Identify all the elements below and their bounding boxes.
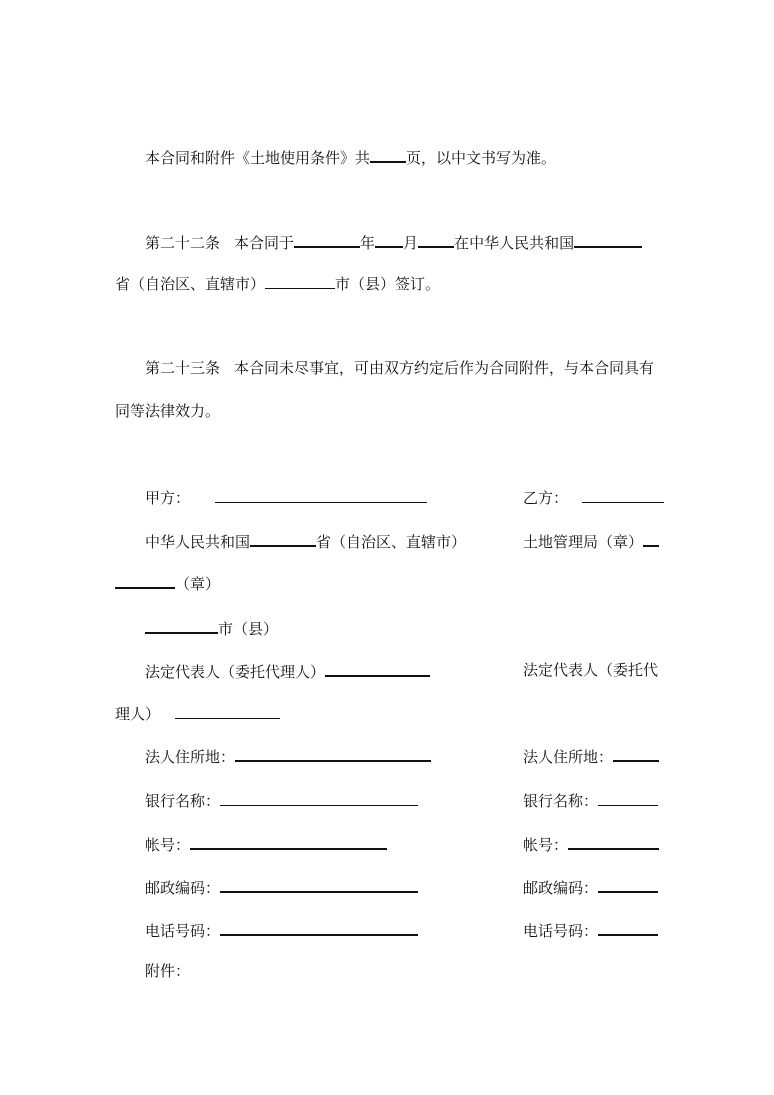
article-22-line-1 <box>145 231 642 251</box>
party-a-account-label: 帐号： <box>145 836 191 854</box>
day-blank[interactable] <box>418 231 454 248</box>
party-b-bank-label: 银行名称： <box>523 792 599 810</box>
article-22-province-text: 省（自治区、直辖市） <box>115 275 266 293</box>
article-23-text-a: 本合同未尽事宜，可由双方约定后作为合同附件，与本合同具有 <box>234 359 655 377</box>
party-b-bureau-blank[interactable] <box>643 530 659 547</box>
party-b-phone-label: 电话号码： <box>523 922 599 940</box>
party-a-account-row <box>145 833 387 853</box>
party-b-rep-row-1 <box>523 660 658 680</box>
attachment-row <box>145 961 190 981</box>
year-label: 年 <box>360 234 376 252</box>
party-a-city: 市（县） <box>218 620 279 638</box>
party-a-city-row <box>145 617 278 637</box>
party-b-rep-label-a: 法定代表人（委托代 <box>523 661 659 679</box>
party-a-city-blank[interactable] <box>145 617 218 634</box>
party-a-row <box>145 487 427 507</box>
party-a-rep-label: 法定代表人（委托代理人） <box>145 663 326 681</box>
article-22-line-2 <box>115 273 440 293</box>
page-count-suffix: 页，以中文书写为准。 <box>406 149 557 167</box>
party-b-bureau-row <box>523 530 659 550</box>
party-b-postal-field[interactable] <box>598 876 658 893</box>
article-23-line-2 <box>115 401 220 421</box>
party-b-account-row <box>523 833 659 853</box>
party-b-phone-field[interactable] <box>598 919 658 936</box>
party-a-postal-row <box>145 876 418 896</box>
party-a-phone-field[interactable] <box>220 919 418 936</box>
article-23-text-b: 同等法律效力。 <box>115 402 221 420</box>
attachment-label: 附件： <box>145 962 191 980</box>
page-count-blank[interactable] <box>370 146 406 163</box>
month-label: 月 <box>403 234 419 252</box>
party-a-postal-field[interactable] <box>220 876 418 893</box>
page-count-clause <box>145 146 556 166</box>
year-blank[interactable] <box>294 231 360 248</box>
party-b-bureau: 土地管理局（章） <box>523 533 644 551</box>
party-b-label: 乙方： <box>523 489 569 507</box>
party-a-bank-row <box>145 790 418 810</box>
party-a-label: 甲方： <box>145 489 191 507</box>
article-22-label: 第二十二条 <box>145 234 221 252</box>
party-b-address-label: 法人住所地： <box>523 748 614 766</box>
party-b-account-field[interactable] <box>568 833 659 850</box>
party-b-postal-label: 邮政编码： <box>523 879 599 897</box>
party-a-phone-label: 电话号码： <box>145 922 221 940</box>
party-b-address-row <box>523 745 659 765</box>
page-count-prefix: 本合同和附件《土地使用条件》共 <box>145 149 371 167</box>
party-a-postal-label: 邮政编码： <box>145 879 221 897</box>
party-b-address-field[interactable] <box>613 745 659 762</box>
party-b-bank-field[interactable] <box>598 790 658 806</box>
party-a-address-row <box>145 745 431 765</box>
party-a-account-field[interactable] <box>190 833 387 850</box>
party-b-name-field[interactable] <box>582 487 664 503</box>
month-blank[interactable] <box>375 231 403 248</box>
article-23-line-1 <box>145 358 654 378</box>
province-blank[interactable] <box>574 231 642 248</box>
party-a-phone-row <box>145 919 418 939</box>
party-a-province-blank[interactable] <box>250 530 316 547</box>
party-a-address-field[interactable] <box>235 745 431 762</box>
party-a-address-label: 法人住所地： <box>145 748 236 766</box>
party-a-seal: （章） <box>175 575 221 593</box>
party-b-rep-label-b: 理人） <box>115 705 161 723</box>
party-a-country: 中华人民共和国 <box>145 533 251 551</box>
party-b-bank-row <box>523 790 658 810</box>
party-b-rep-row-2 <box>115 703 280 723</box>
party-a-province: 省（自治区、直辖市） <box>316 533 467 551</box>
party-b-row <box>523 487 664 507</box>
article-23-label: 第二十三条 <box>145 359 221 377</box>
article-22-text-b: 在中华人民共和国 <box>454 234 575 252</box>
city-blank[interactable] <box>265 273 335 289</box>
party-a-name-field[interactable] <box>215 487 427 503</box>
party-a-rep-row <box>145 660 430 680</box>
party-b-postal-row <box>523 876 658 896</box>
article-22-city-text: 市（县）签订。 <box>335 275 441 293</box>
party-a-seal-row <box>115 572 220 592</box>
article-22-text-a: 本合同于 <box>234 234 295 252</box>
party-a-country-row <box>145 530 466 550</box>
party-b-phone-row <box>523 919 658 939</box>
party-a-seal-blank[interactable] <box>115 572 175 589</box>
party-b-account-label: 帐号： <box>523 836 569 854</box>
party-a-rep-field[interactable] <box>325 660 430 677</box>
party-b-rep-field[interactable] <box>175 703 280 719</box>
party-a-bank-label: 银行名称： <box>145 792 221 810</box>
party-a-bank-field[interactable] <box>220 790 418 806</box>
